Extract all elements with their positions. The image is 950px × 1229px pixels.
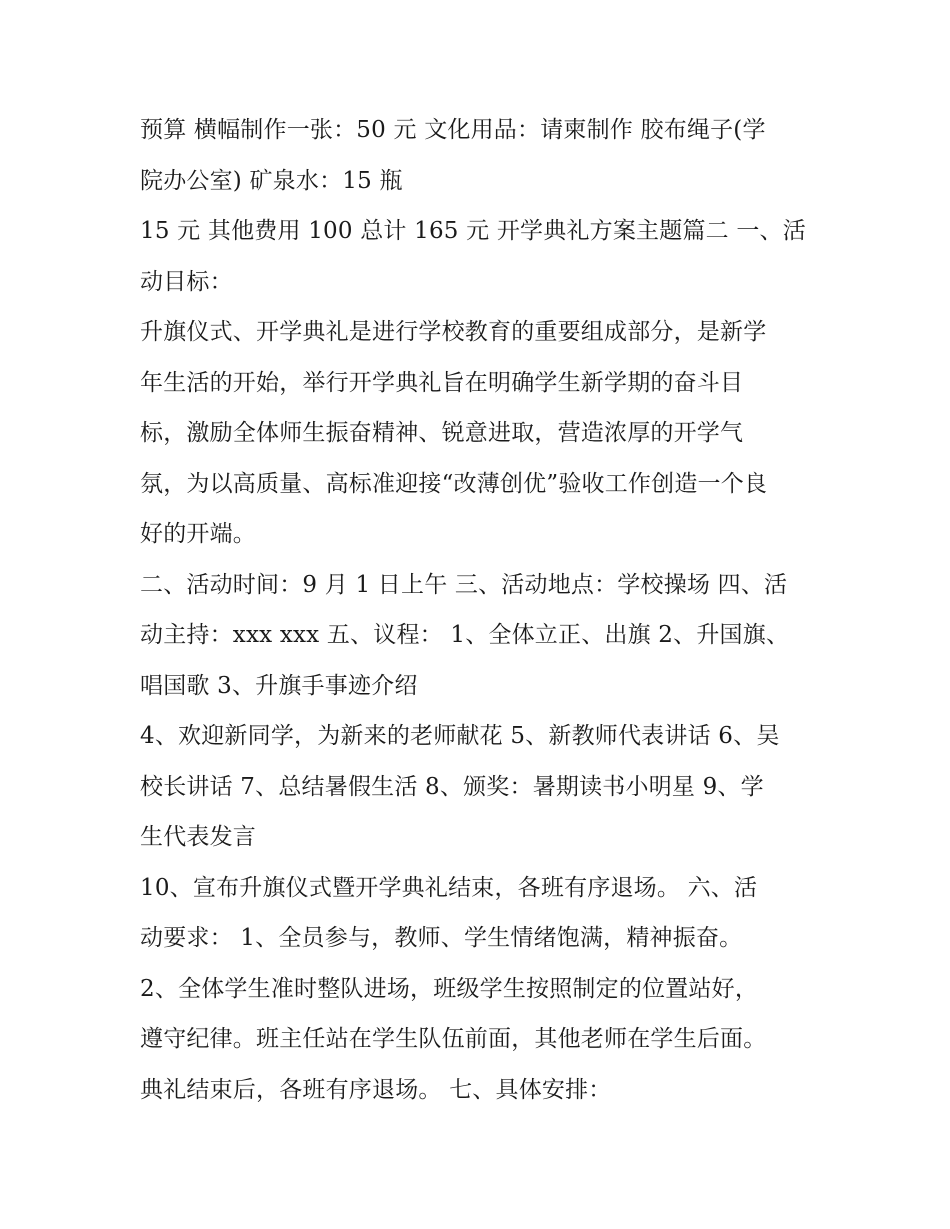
paragraph-activity-goal xyxy=(140,307,812,560)
text-line: 2、全体学生准时整队进场，班级学生按照制定的位置站好， xyxy=(140,975,759,1002)
text-line: 动目标： xyxy=(140,268,233,295)
text-line: 好的开端。 xyxy=(140,521,256,547)
paragraph-agenda-continued xyxy=(140,711,812,863)
text-line: 10、宣布升旗仪式暨开学典礼结束，各班有序退场。 六、活 xyxy=(140,874,758,901)
text-line: 遵守纪律。班主任站在学生队伍前面，其他老师在学生后面。 xyxy=(140,1026,767,1052)
text-line: 校长讲话 7、总结暑假生活 8、颁奖：暑期读书小明星 9、学 xyxy=(140,773,764,800)
text-line: 唱国歌 3、升旗手事迹介绍 xyxy=(140,672,418,699)
text-line: 院办公室) 矿泉水：15 瓶 xyxy=(140,167,403,194)
text-line: 动要求： 1、全员参与，教师、学生情绪饱满，精神振奋。 xyxy=(140,925,743,951)
paragraph-costs-and-goal-heading xyxy=(140,206,812,307)
text-line: 标，激励全体师生振奋精神、锐意进取，营造浓厚的开学气 xyxy=(140,420,744,446)
paragraph-closing-and-requirements xyxy=(140,863,812,964)
text-line: 二、活动时间：9 月 1 日上午 三、活动地点：学校操场 四、活 xyxy=(140,571,788,598)
text-line: 升旗仪式、开学典礼是进行学校教育的重要组成部分，是新学 xyxy=(140,319,767,345)
text-line: 生代表发言 xyxy=(140,824,256,850)
text-line: 氛，为以高质量、高标准迎接“改薄创优”验收工作创造一个良 xyxy=(140,470,768,497)
text-line: 动主持：xxx xxx 五、议程： 1、全体立正、出旗 2、升国旗、 xyxy=(140,622,790,648)
document-body xyxy=(140,105,812,1115)
text-line: 典礼结束后，各班有序退场。 七、具体安排： xyxy=(140,1076,612,1103)
text-line: 4、欢迎新同学，为新来的老师献花 5、新教师代表讲话 6、吴 xyxy=(140,723,780,749)
text-line: 年生活的开始，举行开学典礼旨在明确学生新学期的奋斗目 xyxy=(140,369,744,396)
text-line: 预算 横幅制作一张：50 元 文化用品：请柬制作 胶布绳子(学 xyxy=(140,117,766,143)
paragraph-requirements-continued xyxy=(140,964,812,1116)
text-line: 15 元 其他费用 100 总计 165 元 开学典礼方案主题篇二 一、活 xyxy=(140,218,806,244)
paragraph-budget xyxy=(140,105,812,206)
paragraph-time-place-agenda xyxy=(140,560,812,712)
